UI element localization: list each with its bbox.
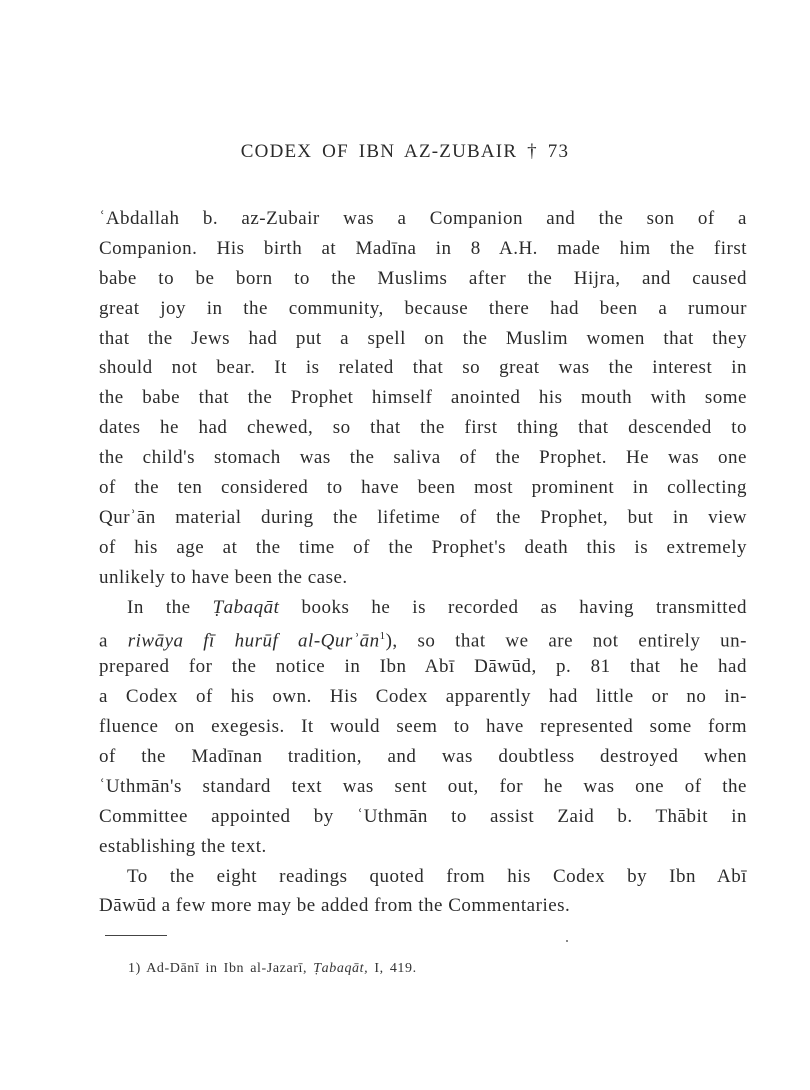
text-line: of the ten considered to have been most prominent in collecting	[99, 477, 747, 499]
text-run: a	[99, 630, 128, 652]
text-line	[99, 622, 747, 652]
text-line: babe to be born to the Muslims after the Hijra, and caused	[99, 267, 747, 289]
paragraph-1	[99, 204, 747, 593]
text-line: establishing the text.	[99, 835, 267, 857]
text-run: In the	[127, 596, 213, 618]
text-line	[99, 593, 747, 623]
text-line: should not bear. It is related that so great was the interest in	[99, 357, 747, 379]
footnote	[128, 958, 417, 980]
text-line: great joy in the community, because there had been a rumour	[99, 297, 747, 319]
text-line: Committee appointed by ʿUthmān to assist Zaid b. Thābit in	[99, 805, 747, 827]
text-line: dates he had chewed, so that the first thing that descended to	[99, 417, 747, 439]
text-line: Companion. His birth at Madīna in 8 A.H. made him the first	[99, 237, 747, 259]
paragraph-2	[99, 593, 747, 862]
text-line: ʿAbdallah b. az-Zubair was a Companion and the son of a	[99, 208, 747, 229]
footnote-text: I, 419.	[374, 961, 417, 976]
italic-phrase: riwāya fī hurūf al-Qurʾān	[127, 630, 380, 652]
text-line: ʿUthmān's standard text was sent out, for he was one of the	[99, 775, 747, 797]
text-line: prepared for the notice in Ibn Abī Dāwūd, p. 81 that he had	[99, 656, 747, 678]
footnote-text: Ad-Dānī in Ibn al-Jazarī,	[146, 961, 308, 976]
text-line: a Codex of his own. His Codex apparently had little or no in-	[99, 686, 747, 708]
text-line: Dāwūd a few more may be added from the Commentaries.	[99, 895, 571, 917]
text-run: ), so that we are not entirely un-	[385, 630, 747, 652]
text-line: fluence on exegesis. It would seem to have represented some form	[99, 716, 747, 738]
footnote-marker: 1)	[128, 961, 141, 976]
text-line: To the eight readings quoted from his Codex by Ibn Abī	[127, 865, 747, 887]
body-text	[99, 204, 747, 921]
footnote-italic-title: Ṭabaqāt,	[313, 961, 369, 976]
text-line: the babe that the Prophet himself anointed his mouth with some	[99, 387, 747, 409]
text-line: of the Madīnan tradition, and was doubtless destroyed when	[99, 746, 747, 768]
paragraph-3	[99, 862, 747, 922]
print-speck	[566, 940, 568, 942]
running-head: CODEX OF IBN AZ-ZUBAIR † 73	[240, 141, 570, 162]
italic-title: Ṭabaqāt	[212, 596, 280, 618]
text-line: Qurʾān material during the lifetime of the Prophet, but in view	[99, 506, 747, 528]
text-line: the child's stomach was the saliva of the Prophet. He was one	[99, 447, 747, 469]
footnote-rule	[105, 935, 167, 936]
footnote-reference: 1	[379, 630, 386, 643]
text-line: unlikely to have been the case.	[99, 566, 348, 588]
text-run: books he is recorded as having transmitted	[279, 596, 747, 618]
text-line: of his age at the time of the Prophet's death this is extremely	[99, 536, 747, 558]
text-line: that the Jews had put a spell on the Muslim women that they	[99, 327, 747, 349]
